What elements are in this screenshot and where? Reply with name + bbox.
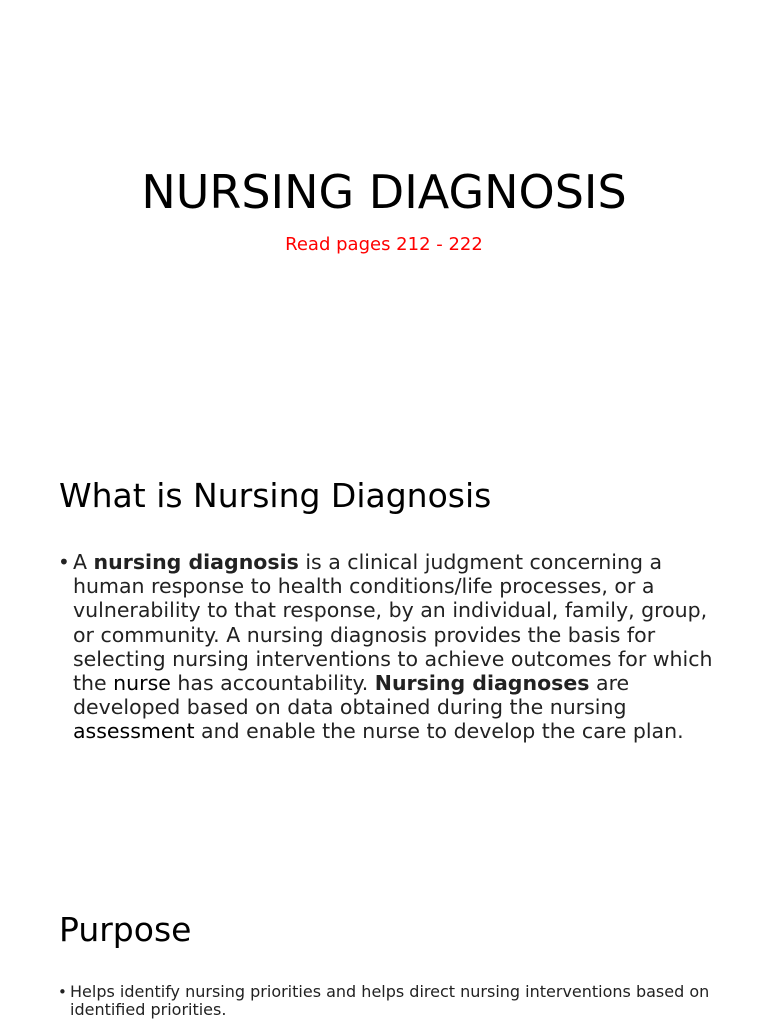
bold-term-nursing-diagnosis: nursing diagnosis	[93, 550, 299, 574]
text-run: A	[73, 550, 94, 574]
slide-title: NURSING DIAGNOSIS	[141, 165, 627, 219]
section-heading-purpose: Purpose	[59, 910, 192, 949]
bold-term-nursing-diagnoses: Nursing diagnoses	[374, 671, 590, 696]
purpose-bullet	[58, 983, 718, 1019]
text-run: is a clinical judgment concerning a human response to health conditions/life processes, or a vulnerability to that response, by an individual, family, group, or community. A nursing diagnosis provides the basis for selecting nursing interventions to achieve outcomes for which the	[73, 550, 713, 696]
definition-text	[73, 550, 718, 744]
text-run: has accountability.	[170, 671, 375, 696]
bullet-dot: •	[58, 983, 67, 1001]
text-run: and enable the nurse to develop the care plan.	[194, 719, 684, 744]
keyword-nurse: nurse	[113, 671, 171, 696]
purpose-text: Helps identify nursing priorities and helps direct nursing interventions based on identified priorities.	[70, 982, 710, 1019]
reading-assignment: Read pages 212 - 222	[285, 234, 483, 255]
keyword-assessment: assessment	[73, 719, 195, 744]
section-heading-definition: What is Nursing Diagnosis	[59, 476, 492, 515]
definition-bullet	[58, 550, 718, 744]
text-run: are developed based on data obtained during the nursing	[73, 671, 630, 720]
bullet-dot: •	[58, 550, 70, 574]
